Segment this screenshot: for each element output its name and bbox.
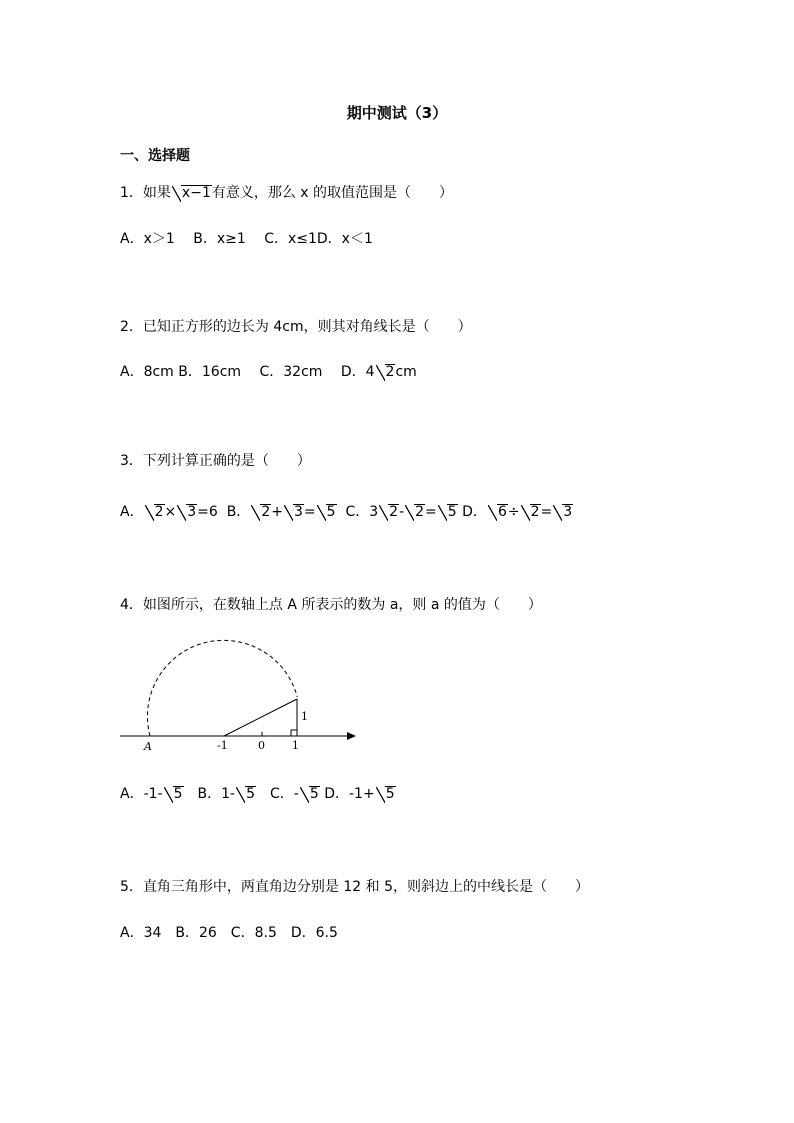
q3-b-op: + <box>271 504 283 520</box>
question-3: 3．下列计算正确的是（ ） <box>120 453 311 469</box>
hypotenuse <box>224 699 297 736</box>
q4-a-radical <box>164 785 184 803</box>
q4-b-radical <box>236 785 256 803</box>
label-zero: 0 <box>258 739 265 752</box>
q4-c-radicand: 5 <box>309 786 319 802</box>
q3-c-op: - <box>399 504 405 520</box>
q3-c-radicand-2: 2 <box>415 504 425 520</box>
q3-b-eq: = <box>303 504 316 520</box>
q3-d-label: D． <box>457 504 487 520</box>
q4-b-prefix: B．1- <box>183 786 236 802</box>
q3-b-radical-1 <box>251 503 271 521</box>
q3-c-radical-2 <box>405 503 425 521</box>
q3-d-radicand-1: 6 <box>497 504 507 520</box>
q3-a-label: A． <box>120 504 144 520</box>
q2-options-prefix: A．8cm B．16cm C．32cm D．4 <box>120 364 375 380</box>
q3-d-radical-3 <box>553 503 573 521</box>
q3-c-eq: = <box>425 504 437 520</box>
q3-a-op: × <box>164 504 177 520</box>
q3-c-radicand-1: 2 <box>389 504 399 520</box>
q3-b-radicand-3: 5 <box>326 504 336 520</box>
q4-options <box>120 785 396 803</box>
q3-b-radical-3 <box>317 503 337 521</box>
label-side-one: 1 <box>301 710 308 723</box>
q3-d-radicand-3: 3 <box>563 504 573 520</box>
q3-d-radicand-2: 2 <box>530 504 540 520</box>
q1-suffix: 有意义，那么 x 的取值范围是（ ） <box>211 185 454 201</box>
q2-radical <box>376 363 396 381</box>
q3-b-radicand-1: 2 <box>261 504 271 520</box>
q3-options <box>120 503 573 521</box>
question-2: 2．已知正方形的边长为 4cm，则其对角线长是（ ） <box>120 319 472 335</box>
section-heading: 一、选择题 <box>120 148 190 164</box>
q1-radical <box>172 184 212 202</box>
page-title: 期中测试（3） <box>346 104 448 122</box>
q1-options: A．x＞1 B．x≥1 C．x≤1D．x＜1 <box>120 231 373 247</box>
q2-options <box>120 363 417 381</box>
q4-a-radicand: 5 <box>173 786 183 802</box>
q4-a-prefix: A．-1- <box>120 786 163 802</box>
q4-d-radicand: 5 <box>385 786 395 802</box>
q1-prefix: 1．如果 <box>120 185 171 201</box>
q3-c-radicand-3: 5 <box>447 504 457 520</box>
question-5: 5．直角三角形中，两直角边分别是 12 和 5，则斜边上的中线长是（ ） <box>120 879 589 895</box>
q4-c-prefix: C．- <box>256 786 299 802</box>
q3-c-radical-3 <box>438 503 458 521</box>
q3-d-radical-1 <box>488 503 508 521</box>
q3-a-radicand-2: 3 <box>187 504 197 520</box>
label-minus-one: -1 <box>217 739 228 752</box>
q3-a-radicand-1: 2 <box>154 504 164 520</box>
q3-c-label: C．3 <box>336 504 379 520</box>
q1-radicand: x−1 <box>181 185 211 201</box>
q3-d-eq: = <box>540 504 553 520</box>
number-line-figure <box>110 630 370 760</box>
q4-d-prefix: D．-1+ <box>319 786 375 802</box>
question-1 <box>120 184 453 202</box>
question-4: 4．如图所示，在数轴上点 A 所表示的数为 a，则 a 的值为（ ） <box>120 597 542 613</box>
q3-a-radical-1 <box>145 503 165 521</box>
q3-a-radical-2 <box>177 503 197 521</box>
q3-b-radicand-2: 3 <box>293 504 303 520</box>
dashed-arc <box>147 640 297 736</box>
q3-a-rest: =6 B． <box>197 504 251 520</box>
q4-c-radical <box>300 785 320 803</box>
label-A: A <box>144 740 152 753</box>
q3-d-radical-2 <box>521 503 541 521</box>
q2-options-suffix: cm <box>395 364 417 380</box>
q5-options: A．34 B．26 C．8.5 D．6.5 <box>120 925 338 941</box>
q3-b-radical-2 <box>284 503 304 521</box>
q2-radicand: 2 <box>385 364 395 380</box>
q4-d-radical <box>376 785 396 803</box>
q3-d-op: ÷ <box>507 504 520 520</box>
q4-b-radicand: 5 <box>246 786 256 802</box>
q3-c-radical-1 <box>379 503 399 521</box>
axis-arrow <box>347 732 356 740</box>
label-one: 1 <box>292 739 299 752</box>
right-angle-mark <box>291 730 297 736</box>
